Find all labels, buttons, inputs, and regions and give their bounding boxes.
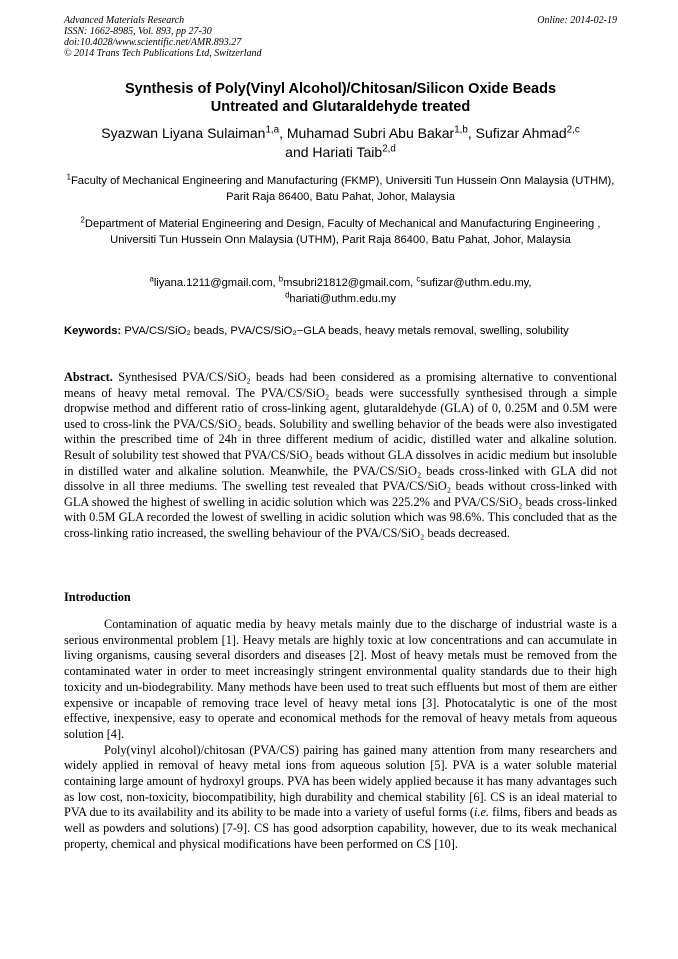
affiliation-text: Department of Material Engineering and Design, Faculty of Mechanical and Manufacturing Engineering , Universiti Tun Hussein Onn Malaysia (UTHM), Parit Raja 86400, Batu Pahat, Johor, Malaysia <box>84 218 601 246</box>
keywords-label: Keywords: <box>64 325 122 337</box>
keywords-section <box>64 324 617 339</box>
author-superscript: 2,d <box>382 143 396 155</box>
author-name: Muhamad Subri Abu Bakar <box>286 125 455 141</box>
email-superscript: c <box>416 274 421 284</box>
running-header <box>64 15 617 59</box>
keywords-text: PVA/CS/SiO₂ beads, PVA/CS/SiO₂−GLA beads, heavy metals removal, swelling, solubility <box>124 325 569 337</box>
copyright-line: © 2014 Trans Tech Publications Ltd, Switzerland <box>64 48 262 59</box>
author-superscript: 1,a <box>265 124 280 136</box>
author-superscript: 1,b <box>454 124 468 136</box>
author-name: Syazwan Liyana Sulaiman <box>101 125 266 141</box>
abstract-section <box>64 370 617 542</box>
email-superscript: a <box>149 274 154 284</box>
email-address[interactable]: hariati@uthm.edu.my <box>289 292 396 305</box>
email-superscript: b <box>278 274 284 284</box>
email-address[interactable]: msubri21812@gmail.com, <box>283 277 414 289</box>
email-address[interactable]: liyana.1211@gmail.com, <box>153 277 276 289</box>
paragraph-text: Poly(vinyl alcohol)/chitosan (PVA/CS) pairing has gained many attention from many researchers and widely applied in removal of heavy metal ions from aqueous solution [5]. PVA is a water soluble material containing large amount of hydroxyl groups. PVA has been widely applied because it has many advantages such as low cost, non-toxicity, biocompatibility, high durability and chemical stability [6]. CS is an ideal material to PVA due to its availability and its ability to be made into a variety of useful forms ( <box>64 742 617 820</box>
author-name: Sufizar Ahmad <box>475 125 567 141</box>
affiliation-number: 2 <box>80 215 85 225</box>
title-line-1: Synthesis of Poly(Vinyl Alcohol)/Chitosan/Silicon Oxide Beads <box>124 81 557 97</box>
affiliation-number: 1 <box>66 172 71 182</box>
paper-title <box>64 80 617 116</box>
author-name: Hariati Taib <box>312 144 383 160</box>
author-superscript: 2,c <box>566 124 580 136</box>
affiliation-2 <box>62 217 619 248</box>
email-address[interactable]: sufizar@uthm.edu.my, <box>420 277 532 289</box>
author-conjunction: and <box>285 144 309 160</box>
paragraph-text: films, fibers and beads as well as powders and solutions) [7-9]. CS has good adsorption capability, however, due to its weak mechanical property, chemical and physical modifications have been performed on CS [10]. <box>64 805 618 851</box>
doi-line: doi:10.4028/www.scientific.net/AMR.893.27 <box>64 37 242 48</box>
emphasis-text: i.e. <box>474 805 490 820</box>
email-superscript: d <box>285 289 290 299</box>
introduction-heading: Introduction <box>64 590 131 604</box>
issn-line: ISSN: 1662-8985, Vol. 893, pp 27-30 <box>64 26 212 37</box>
introduction-body <box>64 617 617 853</box>
abstract-text: Synthesised PVA/CS/SiO₂ beads had been considered as a promising alternative to conventional means of heavy metal removal. The PVA/CS/SiO₂ beads were successfully synthesised through a simple dropwise method and different ratio of cross-linking agent, glutaraldehyde (GLA) of 0, 0.25M and 0.5M were used to cross-link the PVA/CS/SiO₂ beads. Solubility and swelling behavior of the beads were also investigated within the prescribed time of 24h in three different medium of acidic, distilled water and alkaline solution. Result of solubility test showed that PVA/CS/SiO₂ beads without GLA dissolves in acidic medium but insoluble in distilled water and alkaline solution. Meanwhile, the PVA/CS/SiO₂ beads cross-linked with GLA did not dissolve in all three mediums. The swelling test revealed that PVA/CS/SiO₂ beads without cross-linked with GLA showed the highest of swelling in acidic solution which was 225.2% and PVA/CS/SiO₂ beads cross-linked with 0.5M GLA recorded the lowest of swelling in acidic solution which was 98.6%. This concluded that as the cross-linking ratio increased, the swelling behaviour of the PVA/CS/SiO₂ beads decreased. <box>64 370 617 540</box>
affiliation-1 <box>62 174 619 205</box>
paragraph: Contamination of aquatic media by heavy metals mainly due to the discharge of industrial waste is a serious environmental problem [1]. Heavy metals are highly toxic at low concentrations and can accumulate in living organisms, causing several disorders and diseases [2]. Most of heavy metals must be removed from the contaminated water in order to meet increasingly stringent environmental quality standards due to their high toxicity and un-biodegrability. Many methods have been used to treat such effluents but most of them are either expensive or incapable of removing trace level of heavy metal ions [3]. Photocatalytic is one of the most effective, inexpensive, easy to operate and economical methods for the removal of heavy metals from aqueous solution [4]. <box>64 617 617 741</box>
paragraph <box>64 743 617 853</box>
abstract-label: Abstract. <box>64 370 113 384</box>
affiliation-text: Faculty of Mechanical Engineering and Manufacturing (FKMP), Universiti Tun Hussein Onn Malaysia (UTHM), Parit Raja 86400, Batu Pahat, Johor, Malaysia <box>70 175 615 203</box>
online-date: Online: 2014-02-19 <box>537 15 617 26</box>
email-list <box>62 276 619 307</box>
journal-name: Advanced Materials Research <box>64 15 185 26</box>
author-list: Syazwan Liyana Sulaiman$^{1,a}$, Muhamad Subri Abu Bakar$^{1,b}$, Sufizar Ahmad$^{2,c}$ and Hariati Taib$^{2,d}$ <box>101 124 580 160</box>
title-line-2: Untreated and Glutaraldehyde treated <box>210 99 471 115</box>
